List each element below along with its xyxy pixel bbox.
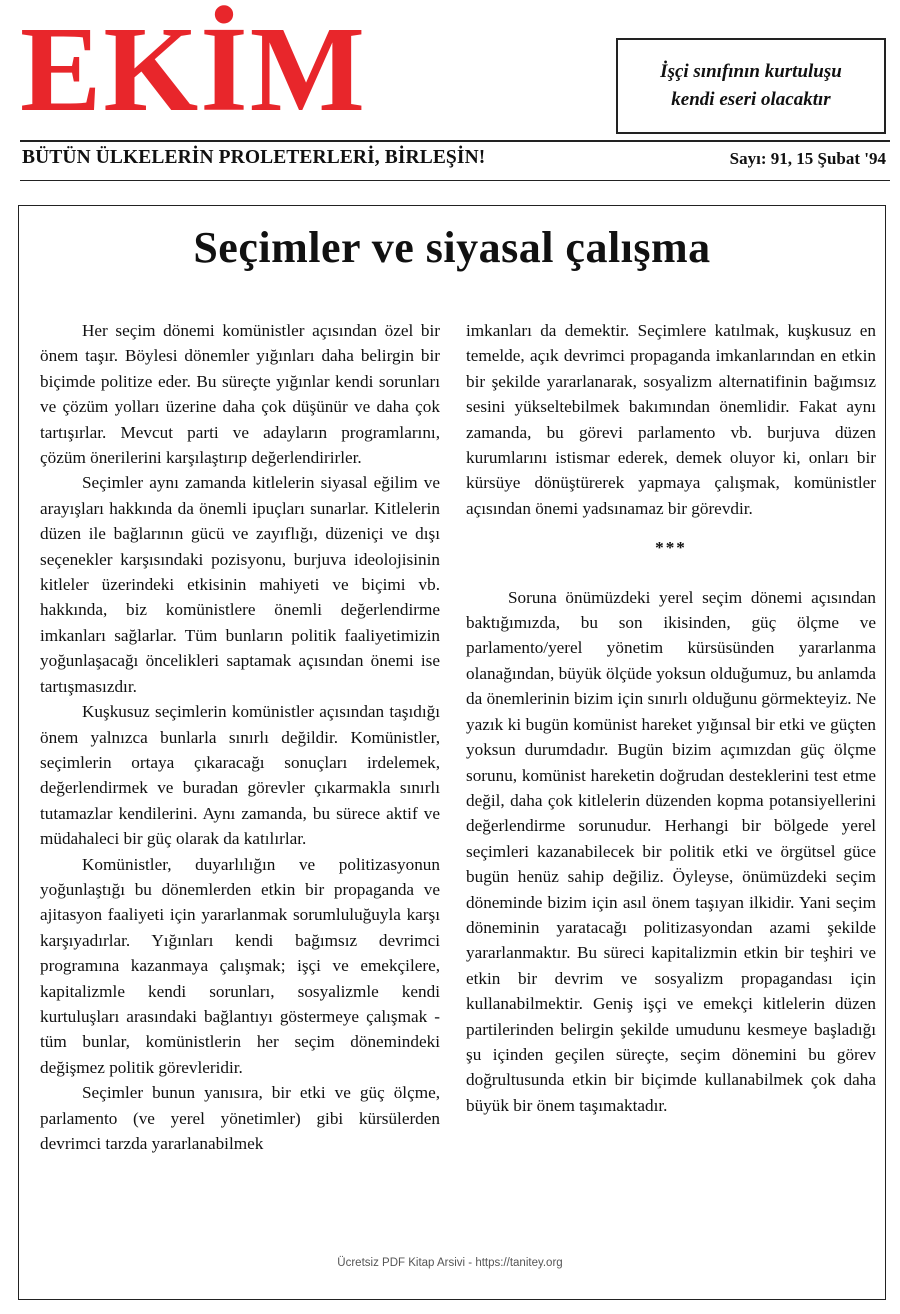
paragraph: Soruna önümüzdeki yerel seçim dönemi açısından baktığımızda, bu son ikisinden, güç ölçme ve parlamento/yerel yönetim kürsüsünden yararlanma olanağından, büyük ölçüde yoksun olduğumuz, bu anlamda da önemlerinin bizim için sınırlı olduğunu görmekteyiz. Ne yazık ki bugün komünist hareket yığınsal bir etki ve güçten yoksun durumdadır. Bugün bizim açımızdan güç ölçme sorunu, komünist hareketin doğrudan desteklerini test etme değil, daha çok kitlelerin düzenden kopma potansiyellerini değerlendirme sorunudur. Herhangi bir bölgede yerel seçimleri kazanabilecek bir politik etki ve örgütsel güce bugün henüz sahip değiliz. Öyleyse, önümüzdeki seçim döneminde bizim için asıl önem taşıyan ilkidir. Yani seçim döneminin yaratacağı politizasyondan azami şekilde yararlanmaktır. Bu süreci kapitalizmin etkin bir teşhiri ve etkin bir devrim ve sosyalizm propagandası için kullanabilmektir. Geniş işçi ve emekçi kitlelerin düzen partilerinden belirgin şekilde umudunu kesmeye başladığı şu içinden geçilen süreçte, seçim dönemini bu görev doğrultusunda etkin bir biçimde kullanabilmek çok daha büyük bir önem taşımaktadır. xyxy=(466,587,876,1115)
article-headline: Seçimler ve siyasal çalışma xyxy=(193,223,711,272)
paragraph: Seçimler bunun yanısıra, bir etki ve güç ölçme, parlamento (ve yerel yönetimler) gibi kürsülerden devrimci tarzda yararlanabilmek xyxy=(40,1083,440,1153)
motto-box xyxy=(616,38,886,134)
article-column-left xyxy=(40,318,440,1156)
issue-info: Sayı: 91, 15 Şubat '94 xyxy=(729,149,886,168)
paragraph: Seçimler aynı zamanda kitlelerin siyasal eğilim ve arayışları hakkında da önemli ipuçları sunarlar. Kitlelerin düzen ile bağlarının gücü ve zayıflığı, düzeniçi ve dışı seçenekler karşısındaki pozisyonu, burjuva ideolojisinin kitleler üzerindeki etkisinin mahiyeti ve biçimi vb. hakkında, biz komünistlere önemli değerlendirme imkanları sağlarlar. Tüm bunların politik faaliyetimizin yoğunlaşacağı öncelikleri saptamak açısından önemi ise tartışmasızdır. xyxy=(40,473,440,696)
motto-line-2: kendi eseri olacaktır xyxy=(671,89,831,110)
paragraph: imkanları da demektir. Seçimlere katılmak, kuşkusuz en temelde, açık devrimci propaganda imkanlarından en etkin bir şekilde yararlanarak, sosyalizm alternatifinin bağımsız sesini yükseltebilmek bakımından önemlidir. Fakat aynı zamanda, bu görevi parlamento vb. burjuva düzen kurumlarını istismar ederek, demek oluyor ki, onları bir kürsüye dönüştürerek yapmaya çalışmak, komünistler açısından önemi yadsınamaz bir görevdir. xyxy=(466,321,876,518)
motto-line-1: İşçi sınıfının kurtuluşu xyxy=(660,61,842,82)
slogan-rule xyxy=(20,180,890,181)
article-column-right xyxy=(466,318,876,1118)
section-separator: *** xyxy=(655,538,687,558)
paragraph: Her seçim dönemi komünistler açısından özel bir önem taşır. Böylesi dönemler yığınları daha belirgin bir biçimde politize eder. Bu süreçte yığınlar kendi sorunları ve çözüm yolları üzerine daha çok düşünür ve daha çok tartışırlar. Mevcut parti ve adayların programlarını, çözüm önerilerini karşılaştırıp değerlendirirler. xyxy=(40,321,440,468)
paragraph: Kuşkusuz seçimlerin komünistler açısından taşıdığı önem yalnızca bunlarla sınırlı değildir. Komünistler, seçimlerin ortaya çıkaracağı sonuçları irdelemek, değerlendirmek ve buradan görevler çıkarmakla sınırlı tutamazlar kendilerini. Aynı zamanda, bu sürece aktif ve müdahaleci bir güç olarak da katılırlar. xyxy=(40,702,440,849)
masthead-logo: EKİM xyxy=(20,2,367,137)
masthead-rule xyxy=(20,140,890,142)
slogan: BÜTÜN ÜLKELERİN PROLETERLERİ, BİRLEŞİN! xyxy=(22,147,486,168)
paragraph: Komünistler, duyarlılığın ve politizasyonun yoğunlaştığı bu dönemlerden etkin bir propaganda ve ajitasyon faaliyeti için yararlanmak sorumluluğuyla karşı karşıyadırlar. Yığınları kendi bağımsız devrimci programına kazanmaya çalışmak; işçi ve emekçilere, kapitalizmle kendi sorunları, sosyalizmle kendi kurtuluşları arasındaki bağlantıyı göstermeye çalışmak -tüm bunlar, komünistlerin her seçim dönemindeki değişmez politik görevleridir. xyxy=(40,854,440,1077)
watermark-footer: Ücretsiz PDF Kitap Arsivi - https://tanitey.org xyxy=(337,1257,563,1269)
